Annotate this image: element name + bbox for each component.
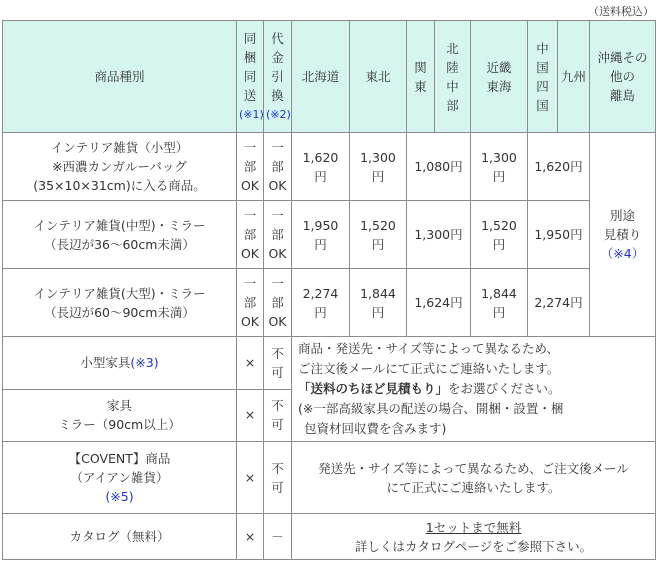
cod-note-link[interactable]: (※2): [266, 108, 291, 121]
header-chugoku-shikoku: 中 国 四 国: [528, 21, 558, 133]
row-bundle: ×: [237, 337, 264, 390]
header-hokkaido: 北海道: [292, 21, 350, 133]
price-hokkaido: 1,950 円: [292, 201, 350, 269]
price-tohoku: 1,300 円: [350, 133, 407, 201]
row-bundle: ×: [237, 442, 264, 514]
row-category: カタログ（無料）: [3, 514, 237, 560]
catalog-free-link[interactable]: 1セットまで無料: [425, 519, 522, 535]
row-category: インテリア雑貨(大型)・ミラー （長辺が60～90cm未満）: [3, 269, 237, 337]
price-chugoku-kyushu: 2,274円: [528, 269, 590, 337]
table-row: [3, 133, 656, 201]
catalog-shipping-text: 1セットまで無料 詳しくはカタログページをご参照下さい。: [292, 514, 656, 560]
price-tohoku: 1,844 円: [350, 269, 407, 337]
header-bundle: 同 梱 同 送 (※1): [237, 21, 264, 133]
table-row: [3, 337, 656, 390]
header-kyushu: 九州: [558, 21, 590, 133]
row-bundle: 一 部 OK: [237, 201, 264, 269]
row-cod: 不 可: [264, 337, 292, 390]
row-category: 小型家具(※3): [3, 337, 237, 390]
covent-note-link[interactable]: (※5): [105, 489, 134, 504]
price-kanto-chubu: 1,080円: [407, 133, 471, 201]
row-category: 家具 ミラー（90cm以上）: [3, 389, 237, 442]
row-category: インテリア雑貨(中型)・ミラー （長辺が36～60cm未満）: [3, 201, 237, 269]
row-cod: 不 可: [264, 442, 292, 514]
row-cod: 不 可: [264, 389, 292, 442]
price-tohoku: 1,520 円: [350, 201, 407, 269]
price-kanto-chubu: 1,624円: [407, 269, 471, 337]
okinawa-note-link[interactable]: （※4）: [600, 246, 645, 261]
row-cod: 一 部 OK: [264, 269, 292, 337]
small-furniture-note-link[interactable]: (※3): [130, 354, 159, 370]
price-hokkaido: 2,274 円: [292, 269, 350, 337]
price-kinki-tokai: 1,520 円: [471, 201, 528, 269]
table-row: [3, 269, 656, 337]
header-tohoku: 東北: [350, 21, 407, 133]
price-chugoku-kyushu: 1,950円: [528, 201, 590, 269]
row-cod: －: [264, 514, 292, 560]
header-hokuriku-chubu: 北 陸 中 部: [435, 21, 471, 133]
row-cod: 一 部 OK: [264, 133, 292, 201]
header-category: 商品種別: [3, 21, 237, 133]
price-kinki-tokai: 1,844 円: [471, 269, 528, 337]
price-kinki-tokai: 1,300 円: [471, 133, 528, 201]
header-cod: 代 金 引 換 (※2): [264, 21, 292, 133]
row-cod: 一 部 OK: [264, 201, 292, 269]
row-category: インテリア雑貨（小型） ※西濃カンガルーバッグ (35×10×31cm)に入る商品。: [3, 133, 237, 201]
bundle-note-link[interactable]: (※1): [239, 108, 264, 121]
row-bundle: ×: [237, 389, 264, 442]
price-hokkaido: 1,620 円: [292, 133, 350, 201]
table-row: [3, 442, 656, 514]
table-row: [3, 514, 656, 560]
header-kanto: 関 東: [407, 21, 435, 133]
okinawa-estimate: 別途 見積り （※4）: [590, 133, 656, 337]
row-category: 【COVENT】商品 （アイアン雑貨） (※5): [3, 442, 237, 514]
covent-shipping-text: 発送先・サイズ等によって異なるため、ご注文後メール にて正式にご連絡いたします。: [292, 442, 656, 514]
furniture-shipping-text: 商品・発送先・サイズ等によって異なるため、 ご注文後メールにて正式にご連絡いたします。 「送料のちほど見積もり」をお選びください。 (※一部高級家具の配送の場合、開梱・設置・梱 包資材回収費を含みます): [292, 337, 656, 442]
tax-note: （送料税込）: [588, 5, 654, 18]
shipping-fee-table: [2, 20, 656, 560]
table-row: [3, 201, 656, 269]
row-bundle: ×: [237, 514, 264, 560]
row-bundle: 一 部 OK: [237, 269, 264, 337]
price-chugoku-kyushu: 1,620円: [528, 133, 590, 201]
price-kanto-chubu: 1,300円: [407, 201, 471, 269]
header-okinawa: 沖縄その 他の 離島: [590, 21, 656, 133]
header-kinki-tokai: 近畿 東海: [471, 21, 528, 133]
row-bundle: 一 部 OK: [237, 133, 264, 201]
